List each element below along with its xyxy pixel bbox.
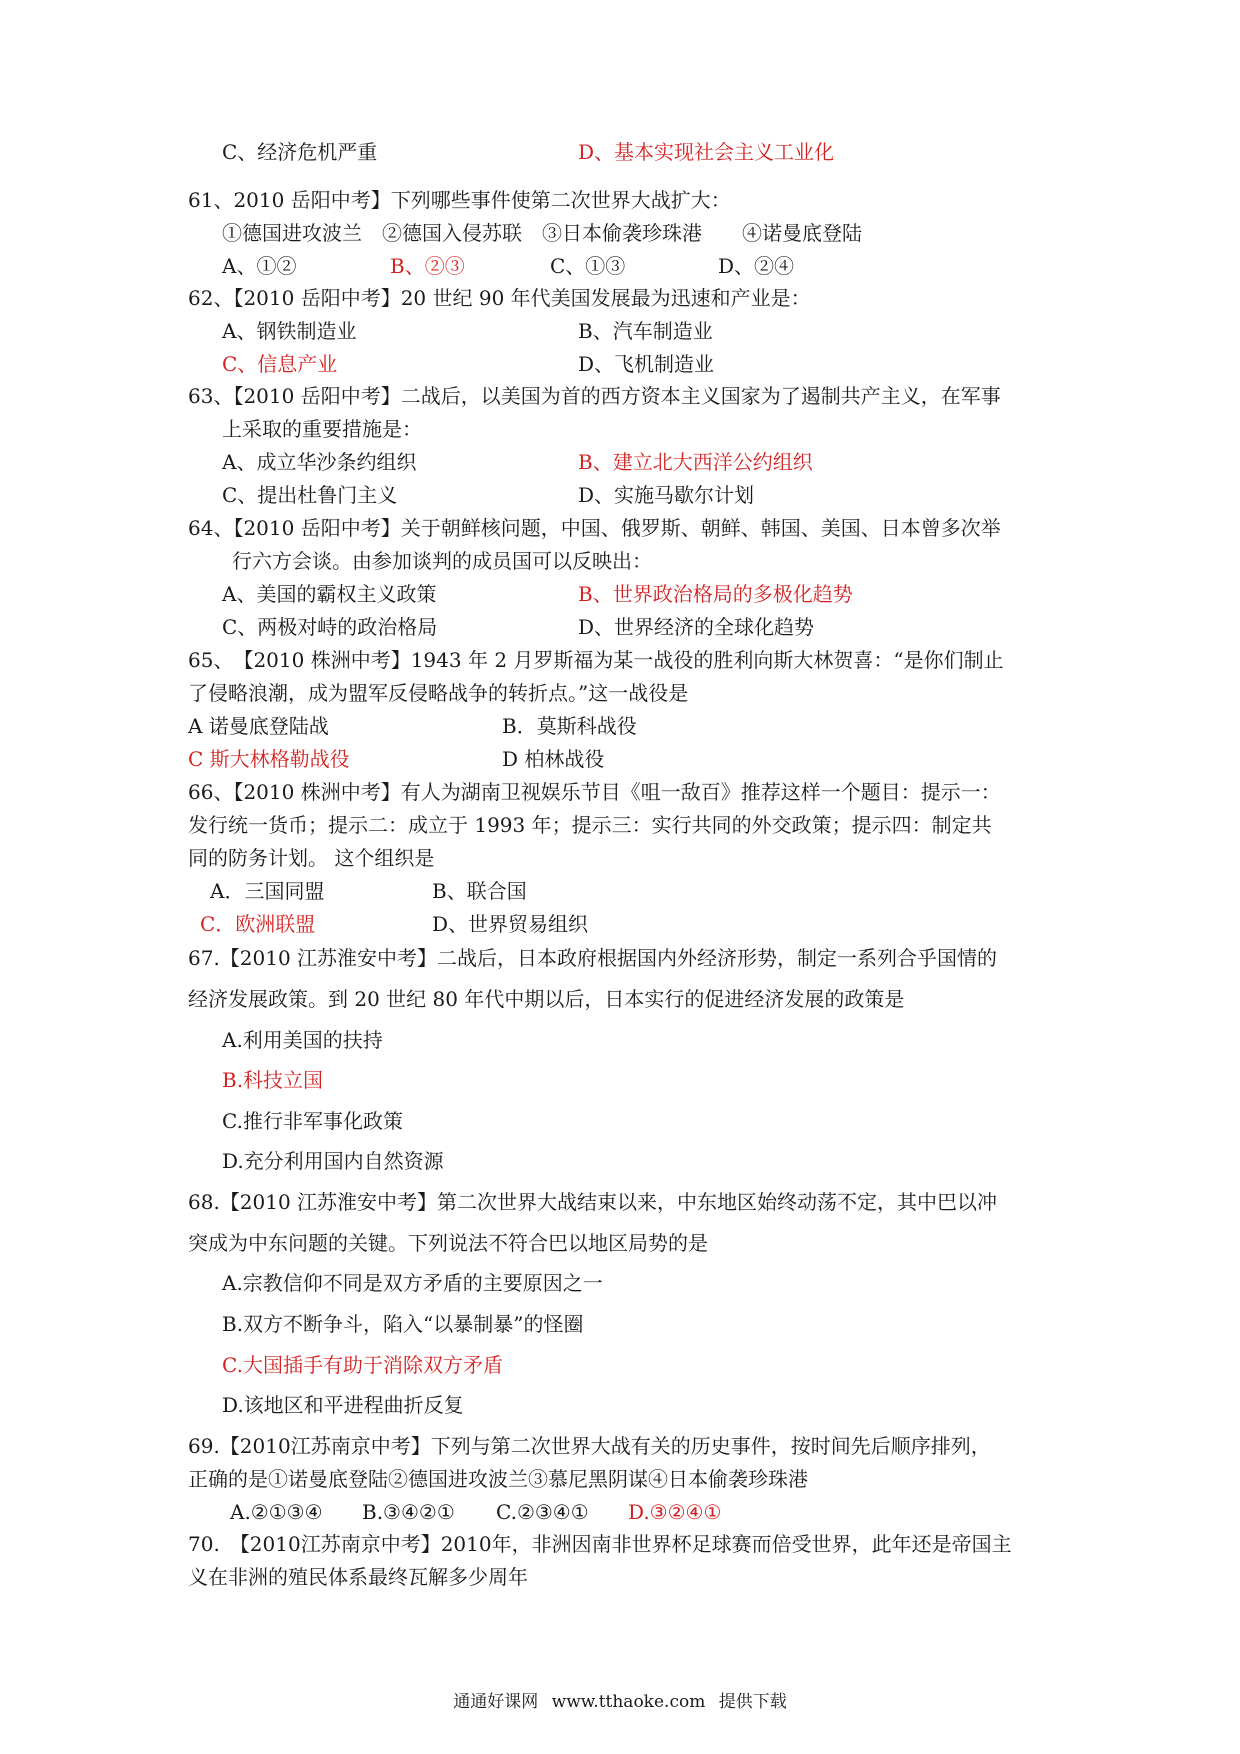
q68-option-d: D.该地区和平进程曲折反复 bbox=[222, 1393, 464, 1417]
q64-stem-line2: 行六方会谈。由参加谈判的成员国可以反映出： bbox=[232, 549, 652, 573]
q61-option-b-answer: B、②③ bbox=[390, 254, 465, 278]
q61-option-c: C、①③ bbox=[550, 254, 626, 278]
q63-option-c: C、提出杜鲁门主义 bbox=[222, 483, 398, 507]
q65-stem-line1: 65、 【2010 株洲中考】1943 年 2 月罗斯福为某一战役的胜利向斯大林贺喜：“是你们制止 bbox=[188, 648, 1004, 672]
q63-option-d: D、实施马歇尔计划 bbox=[578, 483, 755, 507]
q66-option-d: D、世界贸易组织 bbox=[432, 912, 589, 936]
footer-download-text: 提供下载 bbox=[718, 1692, 787, 1712]
q61-option-d: D、②④ bbox=[718, 254, 795, 278]
q64-option-d: D、世界经济的全球化趋势 bbox=[578, 615, 815, 639]
q66-stem-line2: 发行统一货币；提示二：成立于 1993 年；提示三：实行共同的外交政策；提示四：制定共 bbox=[188, 813, 992, 837]
q70-stem-line1: 70. 【2010江苏南京中考】2010年，非洲因南非世界杯足球赛而倍受世界，此年还是帝国主 bbox=[188, 1532, 1012, 1556]
q63-stem-line1: 63、【2010 岳阳中考】二战后，以美国为首的西方资本主义国家为了遏制共产主义，在军事 bbox=[188, 384, 1001, 408]
q64-option-b-answer: B、世界政治格局的多极化趋势 bbox=[578, 582, 853, 606]
q67-stem-line1: 67.【2010 江苏淮安中考】二战后，日本政府根据国内外经济形势，制定一系列合乎国情的 bbox=[188, 946, 998, 970]
q69-option-c: C.②③④① bbox=[496, 1500, 589, 1524]
page-footer bbox=[0, 1690, 1240, 1714]
q69-option-b: B.③④②① bbox=[362, 1500, 455, 1524]
q65-option-a: A 诺曼底登陆战 bbox=[188, 714, 329, 738]
q62-option-d: D、飞机制造业 bbox=[578, 352, 715, 376]
q63-option-b-answer: B、建立北大西洋公约组织 bbox=[578, 450, 813, 474]
q68-stem-line1: 68.【2010 江苏淮安中考】第二次世界大战结束以来，中东地区始终动荡不定，其中巴以冲 bbox=[188, 1190, 998, 1214]
q66-option-b: B、联合国 bbox=[432, 879, 527, 903]
q62-option-c-answer: C、信息产业 bbox=[222, 352, 338, 376]
q67-option-b-answer: B.科技立国 bbox=[222, 1068, 324, 1092]
q65-option-b: B．莫斯科战役 bbox=[502, 714, 637, 738]
q60-option-d-answer: D、基本实现社会主义工业化 bbox=[578, 140, 835, 164]
q63-stem-line2: 上采取的重要措施是： bbox=[222, 417, 422, 441]
q66-option-a: A．三国同盟 bbox=[210, 879, 325, 903]
q69-option-a: A.②①③④ bbox=[230, 1500, 323, 1524]
q68-option-b: B.双方不断争斗，陷入“以暴制暴”的怪圈 bbox=[222, 1312, 584, 1336]
footer-site-url[interactable]: www.tthaoke.com bbox=[551, 1692, 706, 1712]
q62-stem: 62、【2010 岳阳中考】20 世纪 90 年代美国发展最为迅速和产业是： bbox=[188, 286, 811, 310]
q68-option-c-answer: C.大国插手有助于消除双方矛盾 bbox=[222, 1353, 503, 1377]
q65-option-c-answer: C 斯大林格勒战役 bbox=[188, 747, 350, 771]
q65-stem-line2: 了侵略浪潮，成为盟军反侵略战争的转折点。”这一战役是 bbox=[188, 681, 689, 705]
q69-option-d-answer: D.③②④① bbox=[628, 1500, 722, 1524]
q62-option-a: A、钢铁制造业 bbox=[222, 319, 357, 343]
q61-events: ①德国进攻波兰 ②德国入侵苏联 ③日本偷袭珍珠港 ④诺曼底登陆 bbox=[222, 221, 862, 245]
q63-option-a: A、成立华沙条约组织 bbox=[222, 450, 417, 474]
q64-stem-line1: 64、【2010 岳阳中考】关于朝鲜核问题，中国、俄罗斯、朝鲜、韩国、美国、日本曾多次举 bbox=[188, 516, 1001, 540]
q68-stem-line2: 突成为中东问题的关键。下列说法不符合巴以地区局势的是 bbox=[188, 1231, 708, 1255]
q62-option-b: B、汽车制造业 bbox=[578, 319, 713, 343]
q61-option-a: A、①② bbox=[222, 254, 297, 278]
q66-option-c-answer: C．欧洲联盟 bbox=[200, 912, 316, 936]
q61-stem: 61、2010 岳阳中考】下列哪些事件使第二次世界大战扩大： bbox=[188, 188, 731, 212]
q69-stem-line2: 正确的是①诺曼底登陆②德国进攻波兰③慕尼黑阴谋④日本偷袭珍珠港 bbox=[188, 1467, 808, 1491]
q64-option-c: C、两极对峙的政治格局 bbox=[222, 615, 438, 639]
q67-option-a: A.利用美国的扶持 bbox=[222, 1028, 383, 1052]
q66-stem-line1: 66、【2010 株洲中考】有人为湖南卫视娱乐节目《咀一敌百》推荐这样一个题目：提示一： bbox=[188, 780, 1001, 804]
q64-option-a: A、美国的霸权主义政策 bbox=[222, 582, 437, 606]
footer-site-name: 通通好课网 bbox=[453, 1692, 539, 1712]
q67-stem-line2: 经济发展政策。到 20 世纪 80 年代中期以后，日本实行的促进经济发展的政策是 bbox=[188, 987, 905, 1011]
q67-option-c: C.推行非军事化政策 bbox=[222, 1109, 403, 1133]
q66-stem-line3: 同的防务计划。 这个组织是 bbox=[188, 846, 435, 870]
q70-stem-line2: 义在非洲的殖民体系最终瓦解多少周年 bbox=[188, 1565, 528, 1589]
q65-option-d: D 柏林战役 bbox=[502, 747, 605, 771]
q69-stem-line1: 69.【2010江苏南京中考】下列与第二次世界大战有关的历史事件，按时间先后顺序排列， bbox=[188, 1434, 991, 1458]
q68-option-a: A.宗教信仰不同是双方矛盾的主要原因之一 bbox=[222, 1271, 603, 1295]
q67-option-d: D.充分利用国内自然资源 bbox=[222, 1149, 444, 1173]
q60-option-c: C、经济危机严重 bbox=[222, 140, 378, 164]
